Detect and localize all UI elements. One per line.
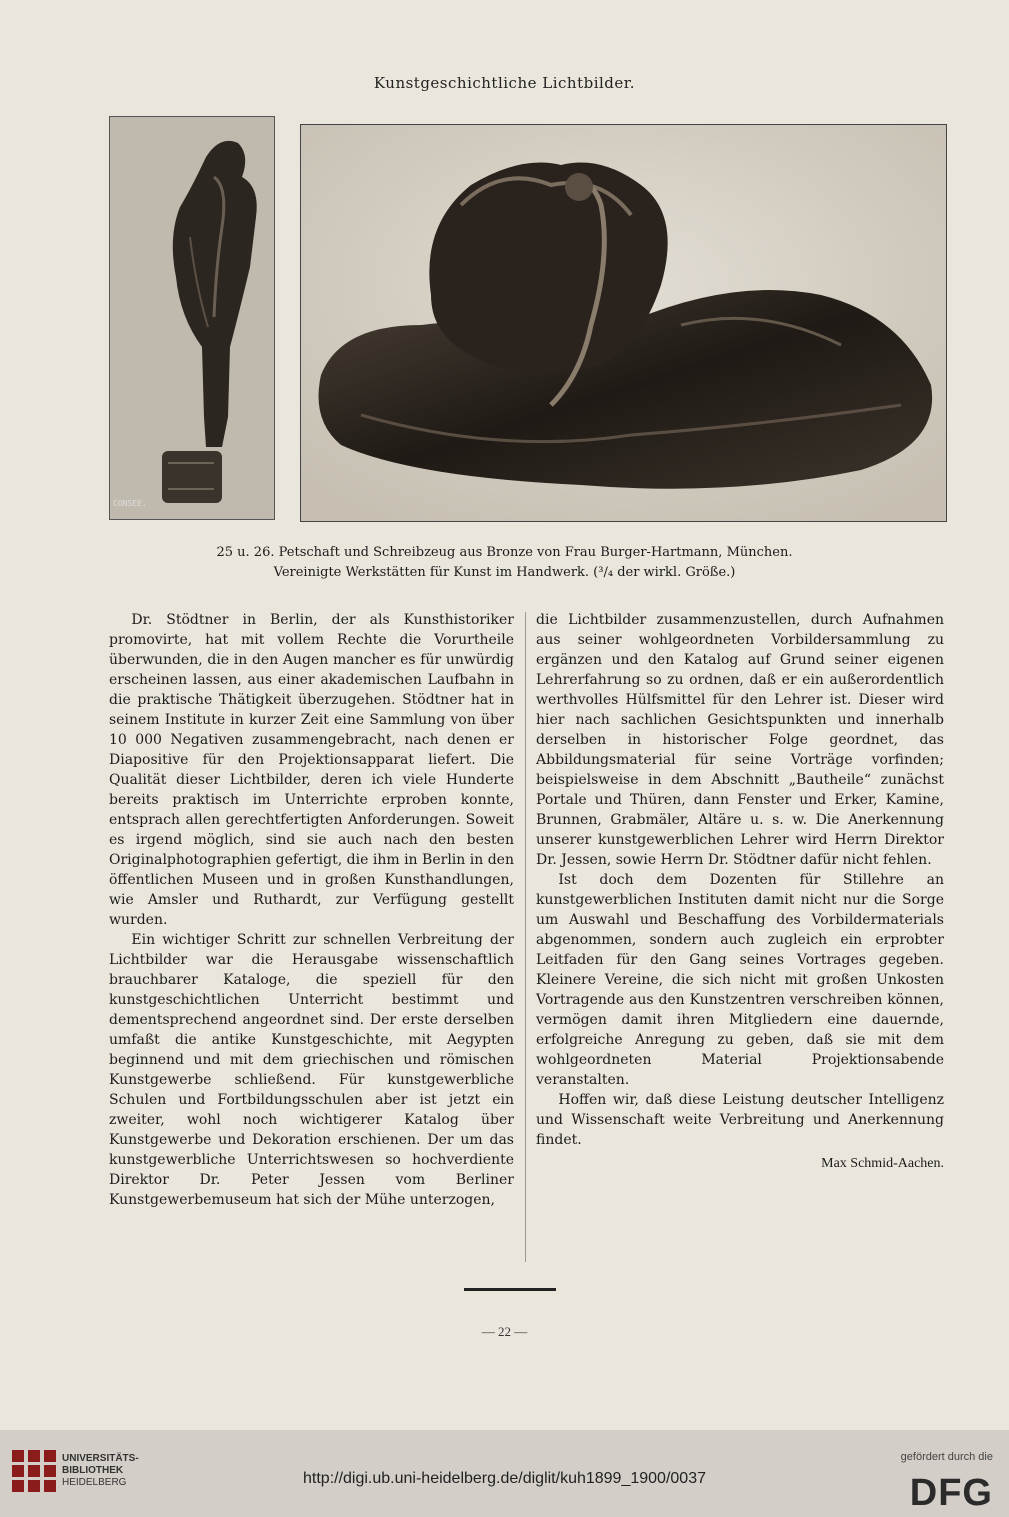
paragraph: Dr. Stödtner in Berlin, der als Kunsthistoriker promovirte, hat mit vollem Rechte die Vorurtheile überwunden, die in den Augen mancher es für unwürdig erscheinen lassen, aus einer akademischen Laufbahn in die praktische Thätigkeit überzugehen. Stödtner hat in seinem Institute in kurzer Zeit eine Sammlung von über 10 000 Negativen zusammengebracht, nach denen er Diapositive für den Projektionsapparat liefert. Die Qualität dieser Lichtbilder, deren ich viele Hunderte bereits praktisch im Unterrichte erproben konnte, entsprach allen gerechtfertigten Anforderungen. Soweit es irgend möglich, sind sie auch nach den besten Originalphotographien gefertigt, die ihm in Berlin in den öffentlichen Museen und in großen Kunsthandlungen, wie Amsler und Ruthardt, zur Verfügung gestellt wurden. [109,612,514,928]
caption-line: Vereinigte Werkstätten für Kunst im Handwerk. (³/₄ der wirkl. Größe.) [273,565,736,580]
end-rule [464,1288,556,1291]
permalink-url[interactable]: http://digi.ub.uni-heidelberg.de/diglit/kuh1899_1900/0037 [303,1470,706,1487]
paragraph: Ist doch dem Dozenten für Stillehre an kunstgewerblichen Instituten damit nicht nur die Sorge um Auswahl und Beschaffung des Vorbildermaterials abgenommen, sondern auch zugleich ein erprobter Leitfaden für den Gang seines Vortrages gegeben. Kleinere Vereine, die sich nicht mit großen Unkosten Vortragende aus den Kunstzentren verschreiben können, vermögen damit ihren Mitgliedern eine dauernde, erfolgreiche Anregung zu geben, daß sie mit dem wohlgeordneten Material Projektionsabende veranstalten. [536,872,944,1088]
dfg-logo: DFG [909,1472,993,1514]
column-divider [525,612,526,1262]
photo-credit-stamp: CONSEE. [113,499,147,508]
author-signature: Max Schmid-Aachen. [821,1156,944,1171]
text-column-right [536,610,944,1174]
text-column-left [109,610,514,1210]
viewer-footer [0,1430,1009,1517]
page-number: — 22 — [481,1324,528,1339]
paragraph: Ein wichtiger Schritt zur schnellen Verbreitung der Lichtbilder war die Herausgabe wissenschaftlich brauchbarer Kataloge, die speziell für den kunstgeschichtlichen Unterricht bestimmt und dementsprechend angeordnet sind. Der erste derselben umfaßt die antike Kunstgeschichte, mit Aegypten beginnend und mit dem griechischen und römischen Kunstgewerbe schließend. Für kunstgewerbliche Schulen und Fortbildungsschulen aber ist jetzt ein zweiter, wohl noch wichtigerer Katalog über Kunstgewerbe und Dekoration erschienen. Der um das kunstgewerbliche Unterrichtswesen so hochverdiente Direktor Dr. Peter Jessen vom Berliner Kunstgewerbemuseum hat sich der Mühe unterzogen, [109,932,514,1208]
figure-statuette-photo [109,116,275,520]
library-name: UNIVERSITÄTS- BIBLIOTHEK HEIDELBERG [62,1453,139,1488]
paragraph: Hoffen wir, daß diese Leistung deutscher Intelligenz und Wissenschaft weite Verbreitung und Anerkennung findet. [536,1092,944,1148]
caption-line: 25 u. 26. Petschaft und Schreibzeug aus Bronze von Frau Burger-Hartmann, München. [216,545,793,560]
figure-caption [0,543,1009,583]
figure-inkstand-photo [300,124,947,522]
funding-label: gefördert durch die [900,1451,993,1463]
paragraph: die Lichtbilder zusammenzustellen, durch Aufnahmen aus seiner wohlgeordneten Vorbildersammlung zu ergänzen und den Katalog auf Grund seiner eigenen Lehrerfahrung so zu ordnen, daß er ein außerordentlich werthvolles Hülfsmittel für den Lehrer ist. Dieser wird hier nach sachlichen Gesichtspunkten und innerhalb derselben in historischer Folge geordnet, das Abbildungsmaterial für seine Vorträge vorfinden; beispielsweise in dem Abschnitt „Bautheile“ zunächst Portale und Thüren, dann Fenster und Erker, Kamine, Brunnen, Grabmäler, Altäre u. s. w. Die Anerkennung unserer kunstgewerblichen Lehrer wird Herrn Direktor Dr. Jessen, sowie Herrn Dr. Stödtner dafür nicht fehlen. [536,612,944,868]
running-header: Kunstgeschichtliche Lichtbilder. [373,74,636,92]
